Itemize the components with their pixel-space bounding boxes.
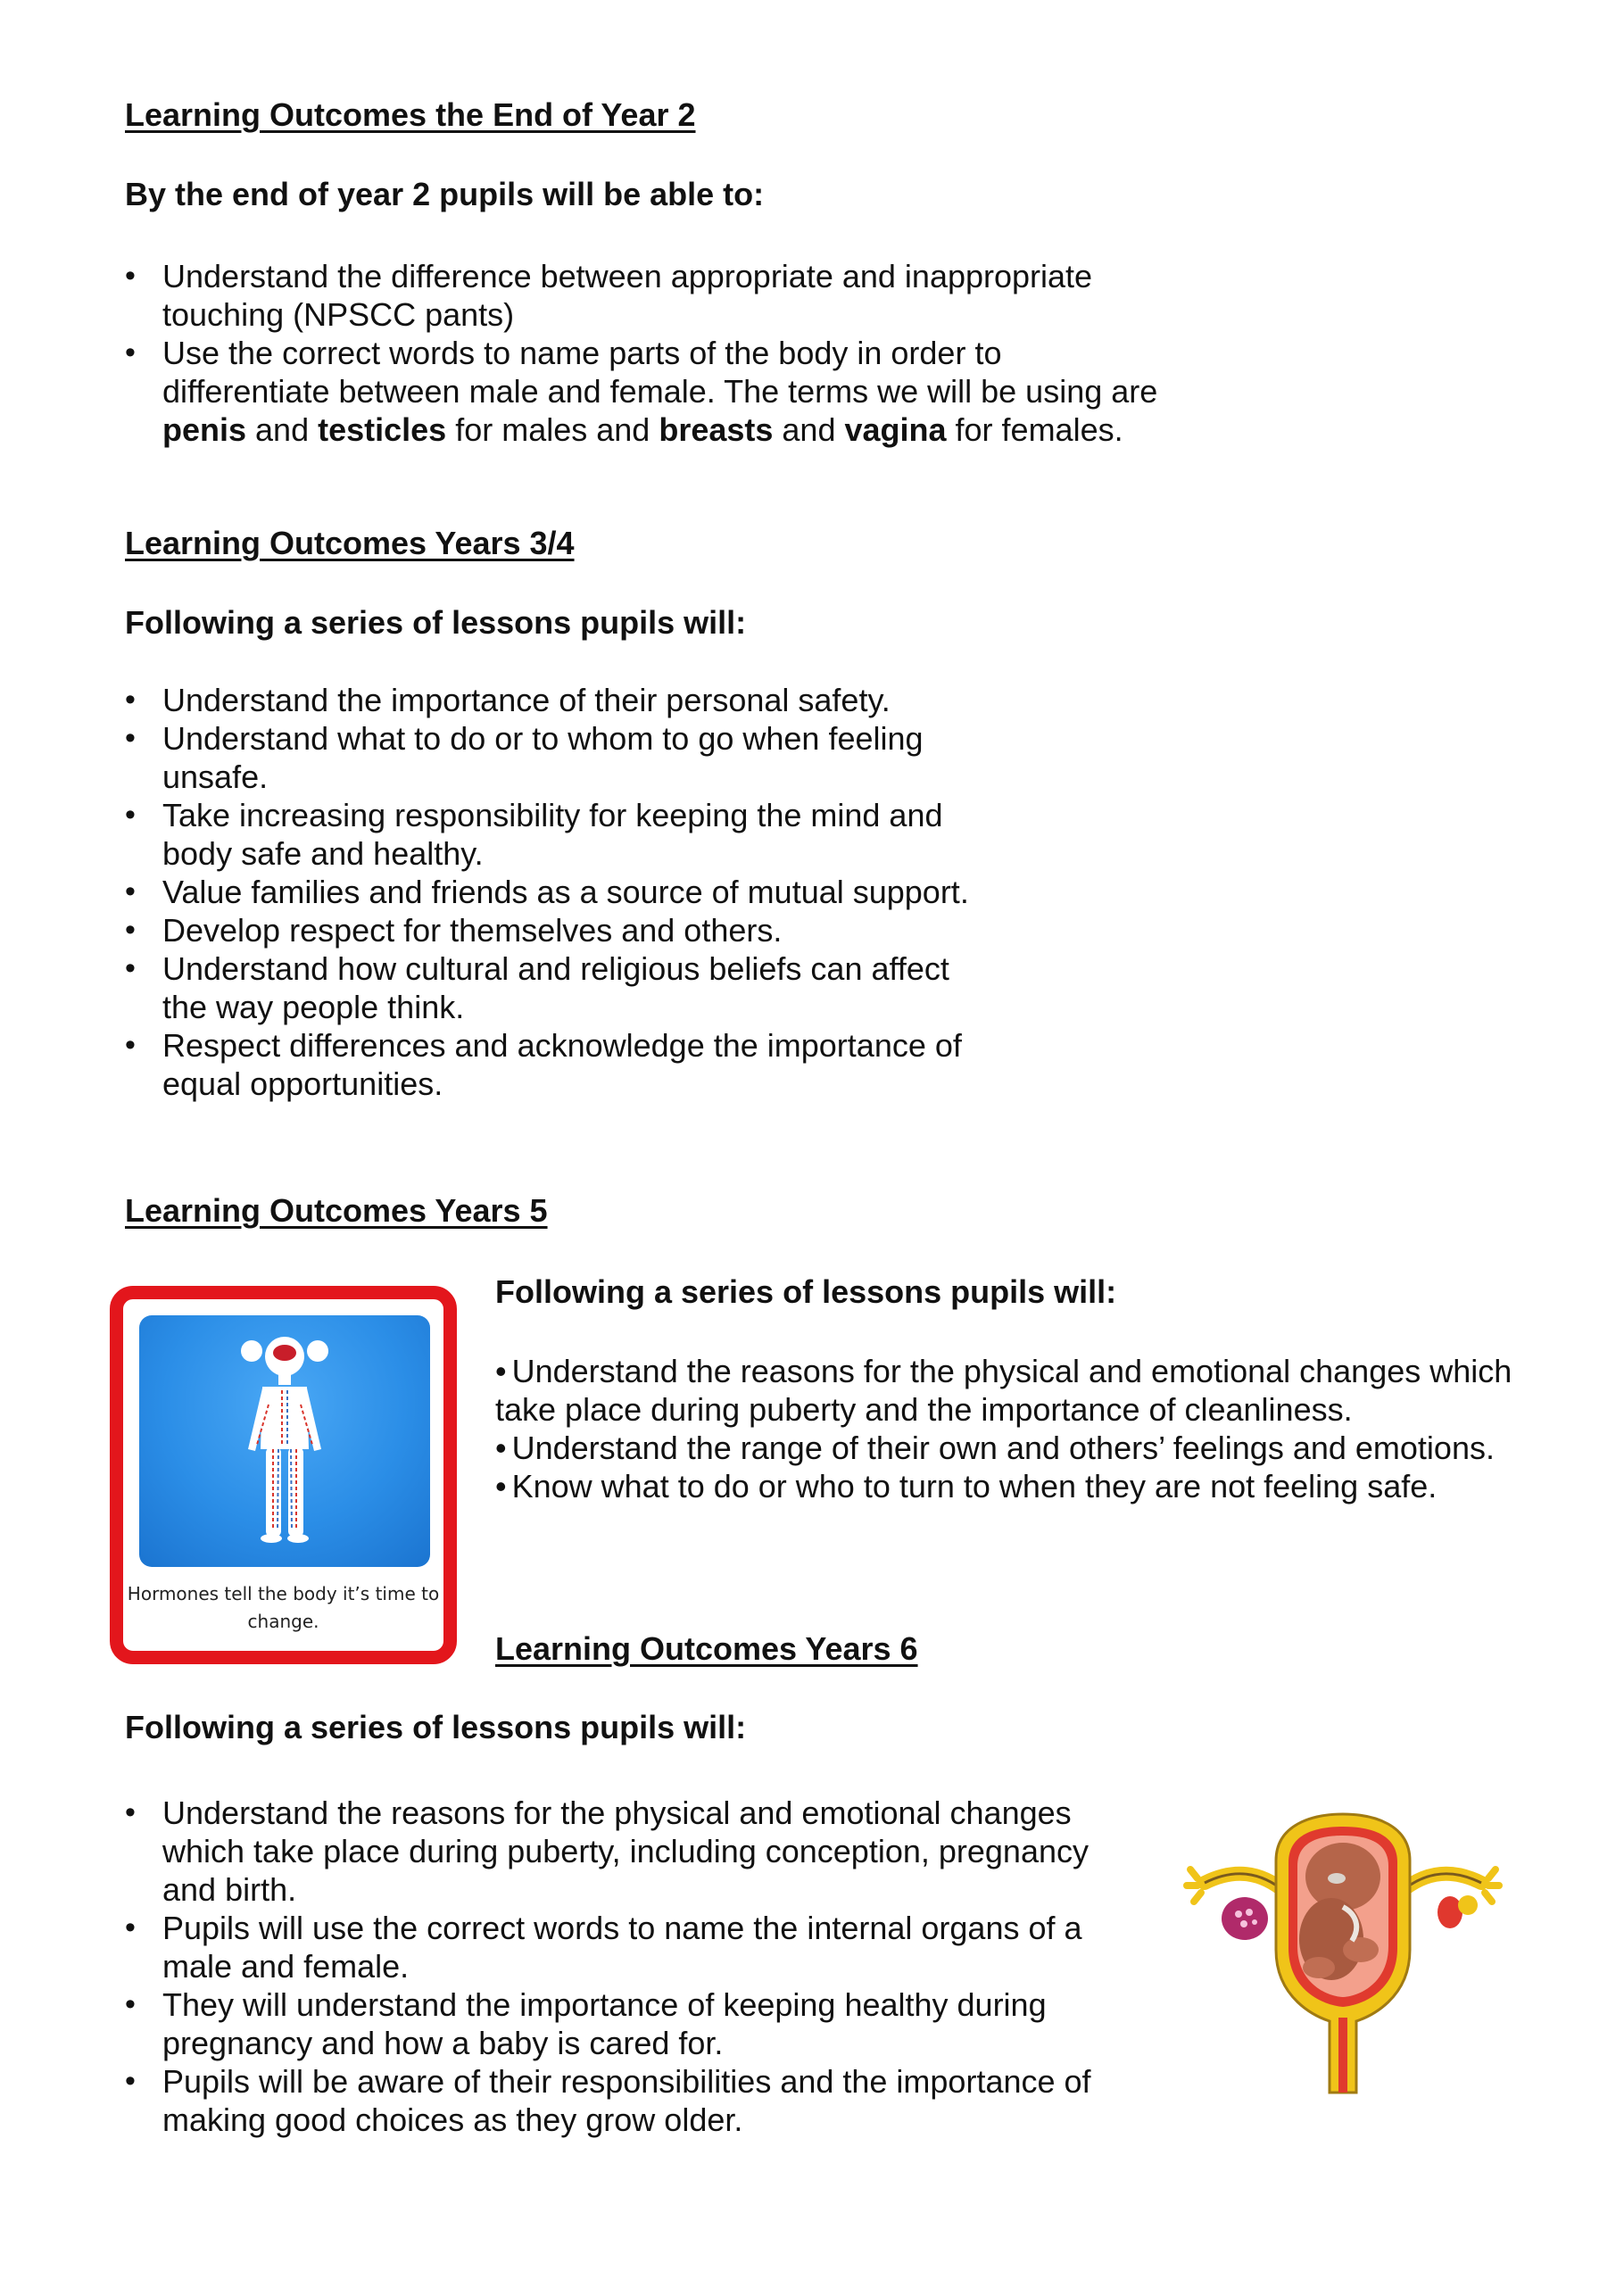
card-caption: Hormones tell the body it’s time to change.	[127, 1583, 440, 1632]
lead-year-2: By the end of year 2 pupils will be able to:	[125, 176, 765, 212]
list-item	[125, 681, 982, 719]
list-item	[125, 949, 982, 1026]
list-item	[125, 257, 1160, 334]
card-image-panel	[139, 1315, 430, 1567]
list-item-text: Understand the reasons for the physical and emotional changes which take place during puberty, including conception, pregnancy and birth.	[162, 1795, 1089, 1908]
list-item	[495, 1352, 1521, 1429]
list-years-3-4	[125, 681, 982, 1103]
list-item	[125, 719, 982, 796]
list-item-text: Pupils will be aware of their responsibilities and the importance of making good choices as they grow older.	[162, 2063, 1091, 2138]
list-item-text: Use the correct words to name parts of the body in order to differentiate between male and female. The terms we will be using are	[162, 335, 1158, 410]
list-item	[125, 334, 1160, 449]
child-body-figure-icon	[139, 1315, 430, 1567]
bullet-glyph: •	[495, 1430, 507, 1466]
list-item	[125, 2062, 1133, 2139]
list-item	[125, 1909, 1133, 1985]
list-year-6	[125, 1794, 1133, 2139]
list-item-text: Understand the difference between appropriate and inappropriate touching (NPSCC pants)	[162, 258, 1093, 333]
list-item-text: Develop respect for themselves and others.	[162, 912, 783, 949]
list-item-text: Understand what to do or to whom to go when feeling unsafe.	[162, 720, 924, 795]
list-item	[125, 1794, 1133, 1909]
list-item-text: Know what to do or who to turn to when they are not feeling safe.	[511, 1468, 1438, 1504]
list-item-text: Understand the importance of their personal safety.	[162, 682, 891, 718]
list-item-text: Understand how cultural and religious beliefs can affect the way people think.	[162, 950, 949, 1025]
text-and: and	[246, 411, 319, 448]
list-item	[125, 873, 982, 911]
text-for-males: for males and	[446, 411, 659, 448]
puberty-card	[110, 1286, 457, 1664]
heading-year-5: Learning Outcomes Years 5	[125, 1192, 548, 1229]
heading-years-3-4: Learning Outcomes Years 3/4	[125, 525, 575, 561]
term-vagina: vagina	[844, 411, 947, 448]
list-item-text: Value families and friends as a source of mutual support.	[162, 874, 969, 910]
list-item-text: Respect differences and acknowledge the importance of equal opportunities.	[162, 1027, 962, 1102]
lead-year-5: Following a series of lessons pupils will:	[495, 1273, 1117, 1310]
bullet-glyph: •	[495, 1468, 507, 1504]
list-item	[125, 796, 982, 873]
text-for-females: for females.	[946, 411, 1123, 448]
heading-year-6: Learning Outcomes Years 6	[495, 1630, 918, 1667]
term-breasts: breasts	[659, 411, 774, 448]
list-item	[495, 1467, 1521, 1505]
list-item	[125, 1985, 1133, 2062]
term-testicles: testicles	[318, 411, 447, 448]
list-item-text: Pupils will use the correct words to name the internal organs of a male and female.	[162, 1910, 1082, 1985]
list-item	[495, 1429, 1521, 1467]
bullet-glyph: •	[495, 1353, 507, 1389]
term-penis: penis	[162, 411, 247, 448]
lead-year-6: Following a series of lessons pupils will:	[125, 1709, 747, 1745]
list-year-2	[125, 257, 1160, 449]
uterus-fetus-diagram	[1178, 1807, 1508, 2101]
list-year-5	[495, 1352, 1521, 1505]
heading-year-2: Learning Outcomes the End of Year 2	[125, 96, 696, 133]
list-item-text: Understand the range of their own and others’ feelings and emotions.	[511, 1430, 1495, 1466]
list-item-text: They will understand the importance of keeping healthy during pregnancy and how a baby is cared for.	[162, 1986, 1047, 2061]
lead-years-3-4: Following a series of lessons pupils will:	[125, 604, 747, 641]
list-item-text: Understand the reasons for the physical and emotional changes which take place during puberty and the importance of cleanliness.	[495, 1353, 1512, 1428]
list-item	[125, 911, 982, 949]
text-and: and	[773, 411, 845, 448]
list-item	[125, 1026, 982, 1103]
list-item-text: Take increasing responsibility for keeping the mind and body safe and healthy.	[162, 797, 943, 872]
